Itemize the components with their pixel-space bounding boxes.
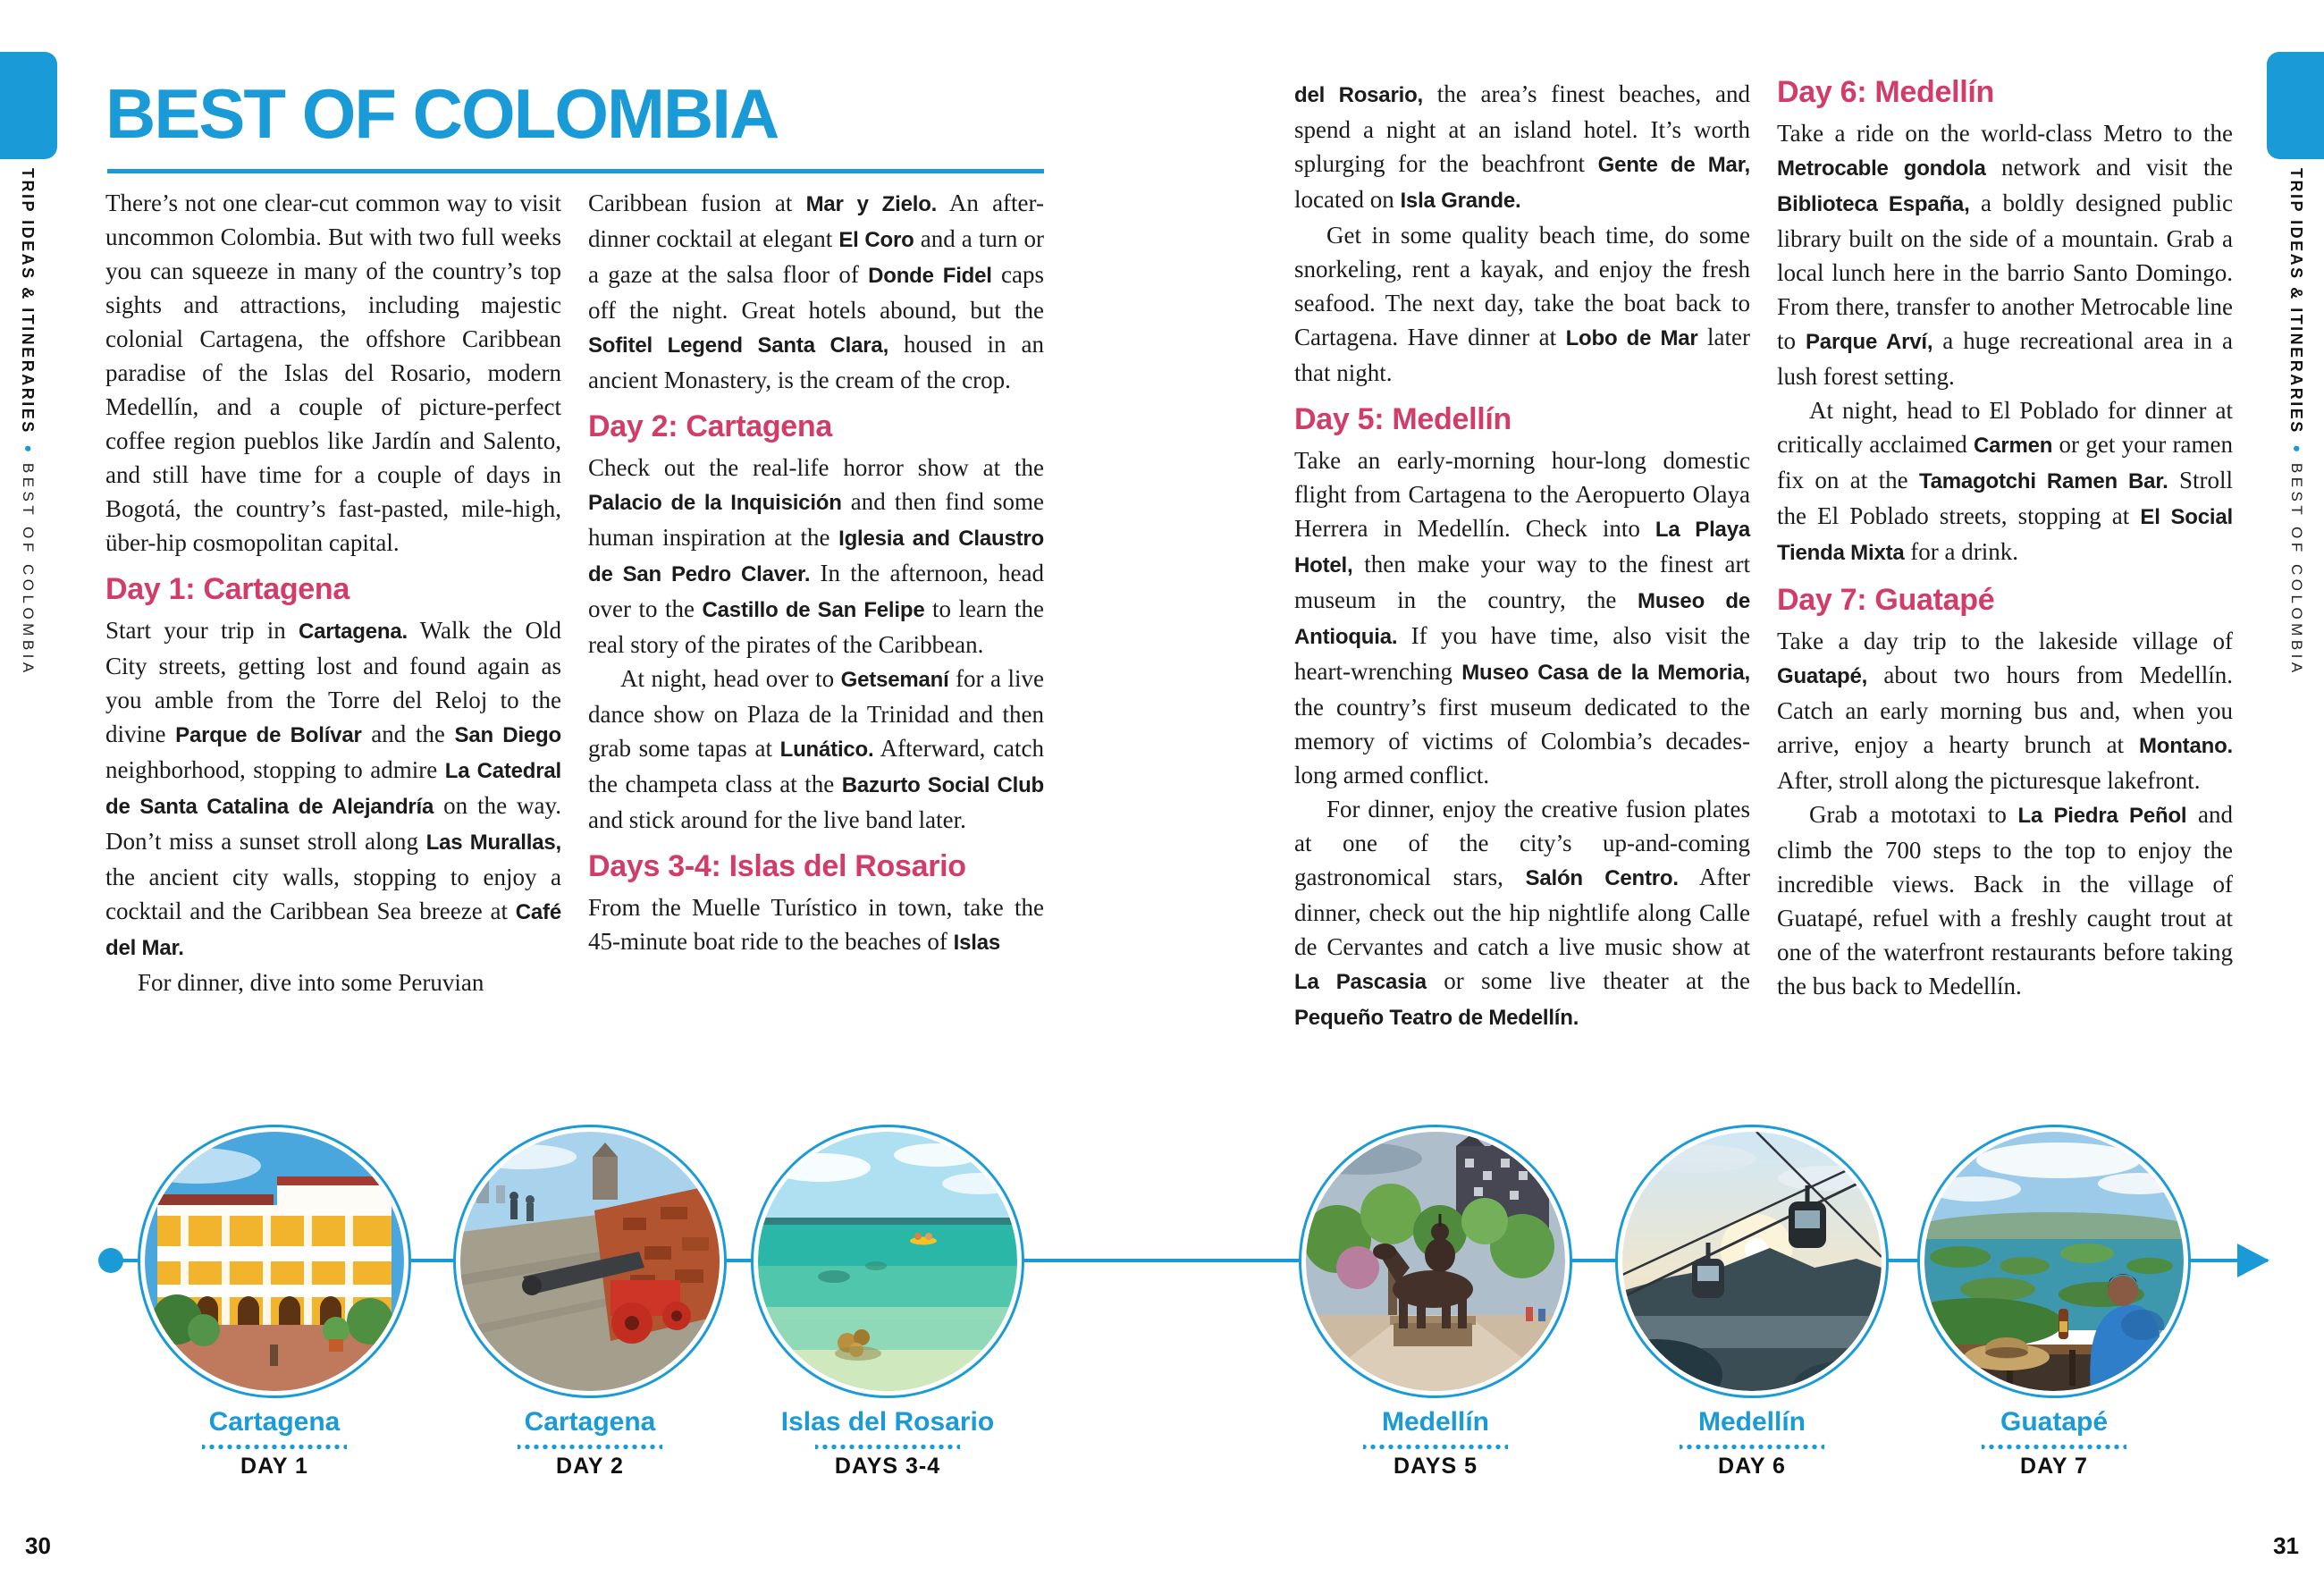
day-heading: Day 6: Medellín [1777, 75, 1995, 109]
paragraph: Check out the real-life horror show at the Palacio de la Inquisición and then find some human inspiration at the Iglesia and Claustro de San Pedro Claver. In the afternoon, head over to the Castillo de San Felipe to learn the real story of the pirates of the Caribbean. [588, 454, 1044, 658]
paragraph: There’s not one clear-cut common way to visit uncommon Colombia. But with two full weeks you can squeeze in many of the country’s top sights and attractions, including majestic colonial Cartagena, the offshore Caribbean paradise of the Islas del Rosario, modern Medellín, and a couple of picture-perfect coffee region pueblos like Jardín and Salento, and still have time for a couple of days in Bogotá, the country’s fast-pasted, mile-high, über-hip cosmopolitan capital. [105, 190, 561, 556]
sidebar-subsection-label: BEST OF COLOMBIA [20, 462, 37, 677]
section-tab-left [0, 52, 57, 159]
stop-dotted-line [1982, 1444, 2126, 1450]
text-column-3 [1294, 77, 1750, 1035]
stop-label: Medellín [1697, 1407, 1806, 1437]
stop-dotted-line [1363, 1444, 1508, 1450]
sidebar-vertical-left [16, 168, 39, 677]
stop-dotted-line [202, 1444, 347, 1450]
stop-day: DAY 1 [240, 1454, 308, 1479]
photo-turquoise-beach [758, 1132, 1017, 1391]
day-heading: Days 3-4: Islas del Rosario [588, 849, 966, 883]
paragraph: For dinner, dive into some Peruvian [138, 969, 484, 996]
timeline-stop [1297, 1125, 1574, 1478]
photo-botero-statue-plaza [1306, 1132, 1565, 1391]
paragraph: For dinner, enjoy the creative fusion plates at one of the city’s up-and-coming gastronomical stars, Salón Centro. After dinner, check out the hip nightlife along Calle de Cervantes and catch a live music show at La Pascasia or some live theater at the Pequeño Teatro de Medellín. [1294, 796, 1750, 1030]
paragraph: Take a day trip to the lakeside village of Guatapé, about two hours from Medellín. Catch an early morning bus and, when you arrive, enjoy a hearty brunch at Montano. After, stroll along the picturesque lakefront. [1777, 628, 2233, 794]
page-number-right: 31 [2273, 1532, 2299, 1559]
stop-dotted-line [518, 1444, 662, 1450]
timeline-start-dot [98, 1248, 123, 1273]
paragraph: At night, head over to Getsemaní for a live dance show on Plaza de la Trinidad and then grab some tapas at Lunático. Afterward, catch the champeta class at the Bazurto Social Club and stick around for the live band later. [588, 665, 1045, 833]
stop-label: Guatapé [2000, 1407, 2109, 1437]
stop-day: DAYS 5 [1393, 1454, 1478, 1479]
timeline-stop [451, 1125, 728, 1478]
timeline-arrow-icon [2237, 1244, 2269, 1277]
day-heading: Day 2: Cartagena [588, 409, 832, 443]
photo-frame [1917, 1125, 2191, 1398]
text-column-1 [105, 186, 561, 999]
paragraph: Grab a mototaxi to La Piedra Peñol and climb the 700 steps to the top to enjoy the incredible views. Back in the village of Guatapé, refuel with a freshly caught trout at one of the waterfront restaurants before taking the bus back to Medellín. [1777, 801, 2234, 999]
paragraph: Caribbean fusion at Mar y Zielo. An after-dinner cocktail at elegant El Coro and a turn or a gaze at the salsa floor of Donde Fidel caps off the night. Great hotels abound, but the Sofitel Legend Santa Clara, housed in an ancient Monastery, is the cream of the crop. [588, 190, 1044, 393]
stop-day: DAYS 3-4 [834, 1454, 941, 1479]
timeline-stop [749, 1125, 1026, 1478]
stop-day: DAY 6 [1718, 1454, 1786, 1479]
stop-label: Cartagena [208, 1407, 341, 1437]
stop-dotted-line [815, 1444, 960, 1450]
sidebar-dot-separator: • [2286, 434, 2308, 463]
text-column-2 [588, 186, 1044, 960]
photo-frame [751, 1125, 1024, 1398]
stop-label: Islas del Rosario [780, 1407, 995, 1437]
paragraph: Get in some quality beach time, do some snorkeling, rent a kayak, and enjoy the fresh seafood. The next day, take the boat back to Cartagena. Have dinner at Lobo de Mar later that night. [1294, 222, 1750, 386]
stop-label: Cartagena [524, 1407, 656, 1437]
page-title: BEST OF COLOMBIA [105, 74, 779, 153]
day-heading: Day 5: Medellín [1294, 402, 1512, 436]
paragraph: Take an early-morning hour-long domestic flight from Cartagena to the Aeropuerto Olaya Herrera in Medellín. Check into La Playa Hotel, then make your way to the finest art museum in the country, the Museo de Antioquia. If you have time, also visit the heart-wrenching Museo Casa de la Memoria, the country’s first museum dedicated to the memory of victims of Colombia’s decades-long armed conflict. [1294, 447, 1751, 788]
sidebar-section-label: TRIP IDEAS & ITINERARIES [2287, 168, 2305, 434]
text-column-4 [1777, 77, 2233, 1003]
photo-fort-wall-cannon [460, 1132, 720, 1391]
timeline-stop [1613, 1125, 1890, 1478]
day-heading: Day 1: Cartagena [105, 572, 349, 606]
page-number-left: 30 [25, 1532, 51, 1559]
photo-frame [1299, 1125, 1572, 1398]
timeline-stop [1916, 1125, 2193, 1478]
section-tab-right [2267, 52, 2324, 159]
title-rule [107, 169, 1044, 173]
paragraph: Take a ride on the world-class Metro to the Metrocable gondola network and visit the Biblioteca España, a boldly designed public library built on the side of a mountain. Grab a local lunch here in the barrio Santo Domingo. From there, transfer to another Metrocable line to Parque Arví, a huge recreational area in a lush forest setting. [1777, 120, 2233, 390]
photo-frame [1615, 1125, 1889, 1398]
sidebar-subsection-label: BEST OF COLOMBIA [2288, 462, 2305, 677]
stop-day: DAY 2 [556, 1454, 624, 1479]
stop-day: DAY 7 [2020, 1454, 2088, 1479]
stop-label: Medellín [1381, 1407, 1489, 1437]
photo-colonial-building-plaza [145, 1132, 404, 1391]
photo-frame [138, 1125, 411, 1398]
photo-lake-viewpoint [1924, 1132, 2184, 1391]
photo-metrocable-gondolas [1622, 1132, 1882, 1391]
day-heading: Day 7: Guatapé [1777, 583, 1995, 617]
stop-dotted-line [1680, 1444, 1824, 1450]
timeline-stop [136, 1125, 413, 1478]
sidebar-section-label: TRIP IDEAS & ITINERARIES [19, 168, 37, 434]
photo-frame [453, 1125, 727, 1398]
paragraph: del Rosario, the area’s finest beaches, and spend a night at an island hotel. It’s worth splurging for the beachfront Gente de Mar, located on Isla Grande. [1294, 80, 1750, 213]
sidebar-dot-separator: • [17, 434, 39, 463]
sidebar-vertical-right [2285, 168, 2308, 677]
paragraph: At night, head to El Poblado for dinner at critically acclaimed Carmen or get your ramen fix on at the Tamagotchi Ramen Bar. Stroll the El Poblado streets, stopping at El Social Tienda Mixta for a drink. [1777, 397, 2233, 565]
paragraph: Start your trip in Cartagena. Walk the Old City streets, getting lost and found again as you amble from the Torre del Reloj to the divine Parque de Bolívar and the San Diego neighborhood, stopping to admire La Catedral de Santa Catalina de Alejandría on the way. Don’t miss a sunset stroll along Las Murallas, the ancient city walls, stopping to enjoy a cocktail and the Caribbean Sea breeze at Café del Mar. [105, 617, 562, 960]
paragraph: From the Muelle Turístico in town, take the 45-minute boat ride to the beaches of Islas [588, 894, 1044, 955]
